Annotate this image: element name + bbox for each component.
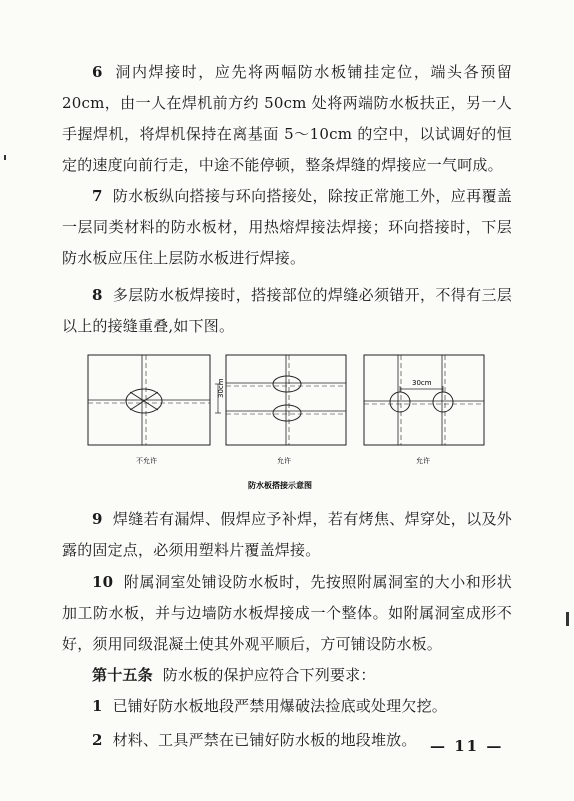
scan-mark [4, 155, 6, 160]
scan-mark [566, 612, 569, 626]
diagram-panel-allowed-2 [364, 355, 484, 445]
paragraph-9 [62, 504, 512, 566]
item-text: 已铺好防水板地段严禁用爆破法捡底或处理欠挖。 [112, 697, 447, 715]
paragraph-text: 洞内焊接时，应先将两幅防水板铺挂定位，端头各预留 20cm，由一人在焊机前方约 50cm 处将两端防水板扶正，另一人手握焊机，将焊机保持在离基面 5～10cm 的空中，以试调好的恒定的速度向前行走，中途不能停顿，整条焊缝的焊接应一气呵成。 [62, 63, 513, 174]
diagram-panel-not-allowed [88, 355, 210, 445]
paragraph-number: 6 [92, 63, 103, 81]
article-text: 防水板的保护应符合下列要求： [162, 666, 376, 684]
paragraph-text: 多层防水板焊接时，搭接部位的焊缝必须错开，不得有三层以上的接缝重叠,如下图。 [62, 286, 512, 335]
paragraph-number: 9 [92, 510, 103, 528]
diagram-panel-allowed-1 [215, 355, 346, 445]
paragraph-number: 8 [92, 286, 103, 304]
label-allowed-1: 允许 [277, 457, 291, 465]
paragraph-number: 10 [92, 573, 114, 591]
item-text: 材料、工具严禁在已铺好防水板的地段堆放。 [112, 731, 417, 749]
page-number: — 11 — [430, 737, 504, 755]
article-heading: 第十五条 [92, 666, 153, 684]
label-not-allowed: 不允许 [136, 457, 157, 465]
dim-vertical: 30cm [217, 378, 225, 398]
paragraph-text: 附属洞室处铺设防水板时，先按照附属洞室的大小和形状加工防水板，并与边墙防水板焊接成一个整体。如附属洞室成形不好，须用同级混凝土使其外观平顺后，方可铺设防水板。 [62, 573, 513, 653]
overlap-diagram [80, 353, 500, 498]
article-15 [62, 660, 512, 691]
paragraph-text: 焊缝若有漏焊、假焊应予补焊，若有烤焦、焊穿处，以及外露的固定点，必须用塑料片覆盖焊接。 [62, 510, 512, 559]
paragraph-number: 7 [92, 187, 103, 205]
paragraph-7 [62, 181, 512, 274]
paragraph-6 [62, 57, 512, 181]
paragraph-10 [62, 567, 512, 660]
paragraph-text: 防水板纵向搭接与环向搭接处，除按正常施工外，应再覆盖一层同类材料的防水板材，用热熔焊接法焊接；环向搭接时，下层防水板应压住上层防水板进行焊接。 [62, 187, 512, 267]
item-number: 1 [92, 697, 103, 715]
dim-horizontal: 30cm [412, 379, 432, 387]
list-item [62, 691, 512, 722]
item-number: 2 [92, 731, 103, 749]
paragraph-8 [62, 280, 512, 342]
diagram-caption: 防水板搭接示意图 [248, 481, 312, 490]
label-allowed-2: 允许 [416, 457, 430, 465]
